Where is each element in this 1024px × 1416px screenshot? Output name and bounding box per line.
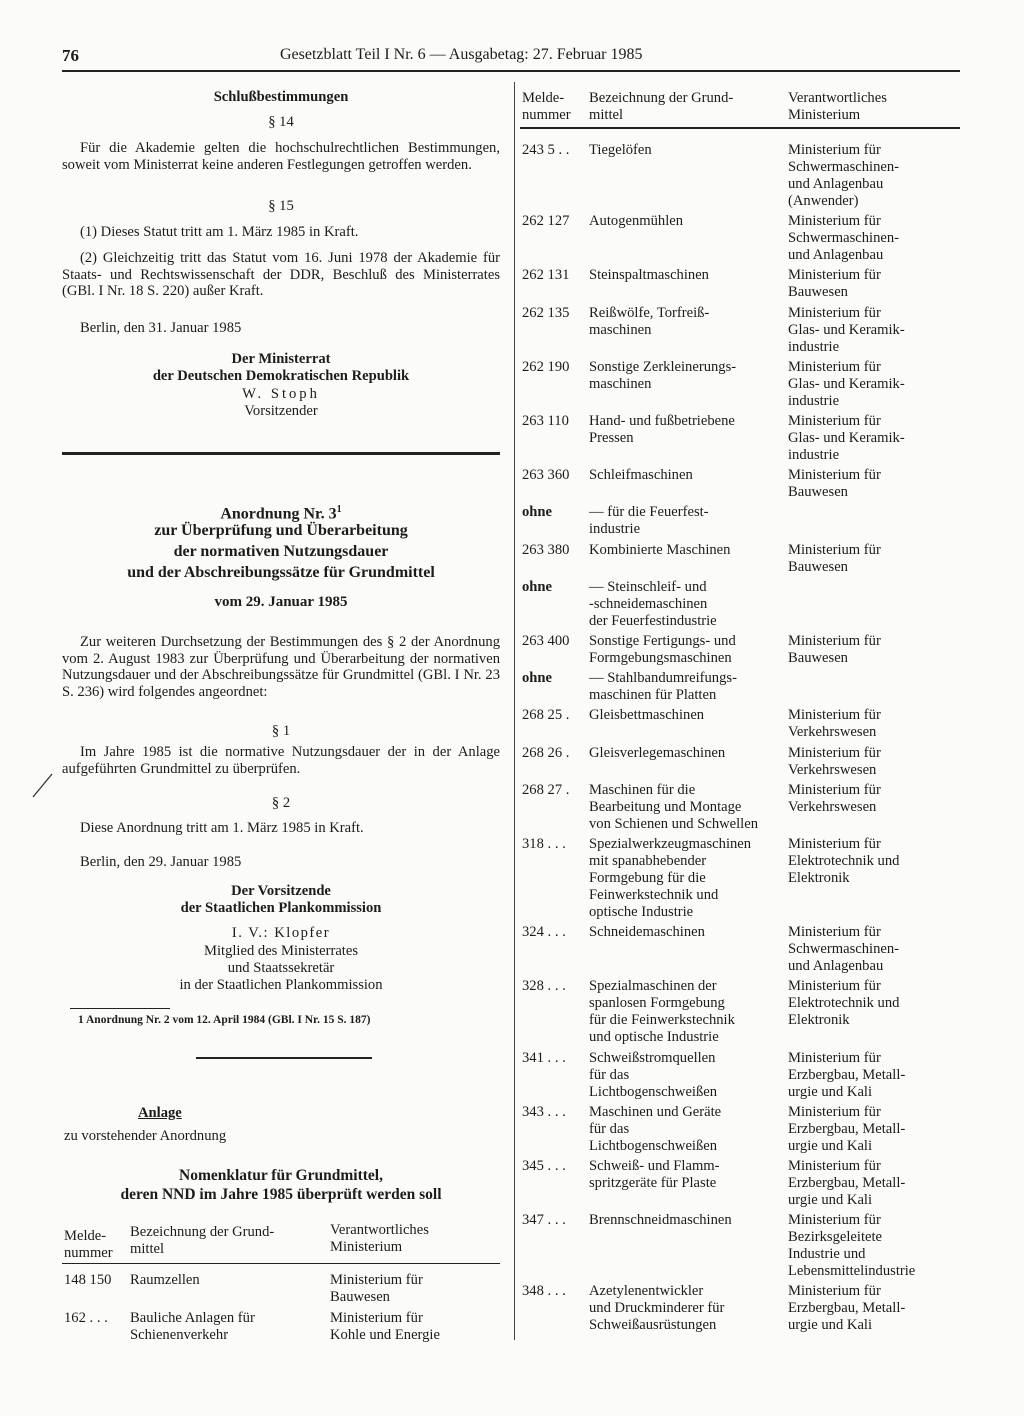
row-description-line: Azetylenentwickler bbox=[589, 1283, 704, 1300]
row-ministry-line: Ministerium für bbox=[788, 541, 881, 558]
section-1-text: Im Jahre 1985 ist die normative Nutzungsdauer der in der Anlage aufgeführten Grundmittel zu überprüfen. bbox=[62, 744, 500, 777]
row-description-line: Raumzellen bbox=[130, 1272, 200, 1288]
row-number-line: ohne bbox=[522, 578, 553, 595]
section-2-heading: § 2 bbox=[271, 795, 291, 811]
row-description-line: Maschinen und Geräte bbox=[589, 1103, 722, 1120]
row-number-line: 345 . . . bbox=[522, 1158, 566, 1174]
row-description-line: Pressen bbox=[589, 430, 634, 446]
row-ministry-line: Ministerium für bbox=[788, 1103, 881, 1120]
row-ministry bbox=[788, 633, 881, 667]
row-number bbox=[522, 745, 569, 762]
right-table-header-description bbox=[589, 90, 733, 124]
row-ministry bbox=[788, 142, 899, 210]
row-ministry bbox=[788, 542, 881, 576]
row-number bbox=[522, 782, 569, 799]
row-description-line: Steinspaltmaschinen bbox=[589, 267, 709, 284]
row-ministry bbox=[788, 1158, 905, 1209]
row-description bbox=[130, 1310, 255, 1344]
row-number bbox=[522, 542, 569, 559]
row-description-line: Sonstige Zerkleinerungs- bbox=[589, 358, 737, 375]
row-description bbox=[589, 359, 736, 393]
row-number-line: 148 150 bbox=[64, 1272, 112, 1288]
row-description-line: und optische Industrie bbox=[589, 1029, 719, 1046]
row-description-line: für das bbox=[589, 1120, 630, 1137]
annex-sublabel: zu vorstehender Anordnung bbox=[64, 1128, 227, 1144]
order-signer-org-2: der Staatlichen Plankommission bbox=[180, 900, 382, 916]
row-description bbox=[589, 1283, 724, 1334]
row-ministry-line: Glas- und Keramik- bbox=[788, 321, 905, 338]
row-ministry-line: Ministerium für bbox=[788, 836, 881, 852]
order-signer-role-3: in der Staatlichen Plankommission bbox=[179, 977, 383, 993]
row-ministry bbox=[788, 1212, 915, 1280]
row-ministry-line: Ministerium für bbox=[788, 978, 881, 995]
row-description bbox=[589, 670, 737, 704]
row-ministry bbox=[788, 267, 881, 301]
row-description-line: Schleifmaschinen bbox=[589, 467, 693, 484]
order-title-line-4: und der Abschreibungssätze für Grundmittel bbox=[127, 564, 435, 581]
order-signer-role-2: und Staatssekretär bbox=[227, 960, 335, 976]
row-number bbox=[522, 924, 566, 941]
row-ministry-line: Schwermaschinen- bbox=[788, 159, 900, 175]
row-ministry-line: Ministerium für bbox=[788, 358, 881, 375]
row-description bbox=[589, 1104, 721, 1155]
order-title-footnote-mark: 1 bbox=[336, 504, 342, 515]
header-rule bbox=[62, 70, 960, 72]
annex-title-line-2: deren NND im Jahre 1985 überprüft werden soll bbox=[120, 1186, 442, 1203]
header-text: Verantwortliches bbox=[330, 1222, 429, 1238]
row-description-line: für das bbox=[589, 1066, 630, 1083]
row-ministry-line: Elektronik bbox=[788, 1012, 850, 1029]
row-number-line: 263 400 bbox=[522, 633, 570, 649]
row-description bbox=[589, 836, 751, 921]
row-description bbox=[589, 707, 704, 724]
row-description-line: mit spanabhebender bbox=[589, 853, 707, 869]
header-text: Melde- bbox=[522, 90, 565, 106]
row-description-line: Spezialmaschinen der bbox=[589, 978, 717, 995]
row-ministry bbox=[330, 1272, 423, 1306]
order-place-date: Berlin, den 29. Januar 1985 bbox=[80, 854, 242, 870]
header-text: Melde- bbox=[64, 1228, 107, 1244]
left-table-header-number bbox=[64, 1228, 113, 1262]
row-number bbox=[522, 670, 552, 687]
final-provisions-heading: Schlußbestimmungen bbox=[213, 89, 349, 105]
row-ministry-line: Erzbergbau, Metall- bbox=[788, 1300, 906, 1317]
row-ministry-line: Elektrotechnik und bbox=[788, 995, 900, 1012]
row-number-line: 262 190 bbox=[522, 358, 570, 375]
order-signer-org-1: Der Vorsitzende bbox=[231, 883, 331, 899]
row-ministry-line: Glas- und Keramik- bbox=[788, 375, 905, 392]
row-ministry-line: Industrie und bbox=[788, 1246, 866, 1263]
row-ministry bbox=[788, 359, 905, 410]
row-description bbox=[130, 1272, 200, 1289]
row-ministry-line: Verkehrswesen bbox=[788, 761, 877, 778]
row-description-line: Autogenmühlen bbox=[589, 213, 684, 230]
row-ministry-line: industrie bbox=[788, 338, 840, 355]
row-ministry bbox=[788, 836, 899, 887]
order-signer-role-1: Mitglied des Ministerrates bbox=[203, 943, 359, 959]
row-ministry-line: Schwermaschinen- bbox=[788, 230, 900, 247]
header-text: nummer bbox=[64, 1245, 113, 1261]
left-table-header-rule bbox=[62, 1263, 500, 1264]
row-description bbox=[589, 978, 735, 1046]
annex-title-line-1: Nomenklatur für Grundmittel, bbox=[179, 1167, 383, 1184]
row-ministry bbox=[330, 1310, 440, 1344]
row-number bbox=[522, 1283, 566, 1300]
margin-pen-mark bbox=[30, 772, 54, 800]
row-ministry-line: Glas- und Keramik- bbox=[788, 430, 905, 446]
row-number bbox=[64, 1310, 108, 1327]
row-description-line: Schneidemaschinen bbox=[589, 924, 705, 941]
row-ministry-line: Ministerium für bbox=[788, 1049, 881, 1066]
right-table-header-ministry bbox=[788, 90, 887, 124]
row-description-line: Brennschneidmaschinen bbox=[589, 1212, 732, 1229]
row-number-line: 347 . . . bbox=[522, 1212, 566, 1229]
row-number-line: ohne bbox=[522, 504, 553, 521]
row-ministry-line: Ministerium für bbox=[788, 633, 881, 649]
row-number bbox=[522, 633, 569, 650]
row-ministry bbox=[788, 467, 881, 501]
row-number bbox=[522, 978, 566, 995]
row-description bbox=[589, 782, 758, 833]
row-number-line: 268 26 . bbox=[522, 744, 570, 761]
annex-label: Anlage bbox=[138, 1105, 182, 1121]
row-ministry-line: Ministerium für bbox=[788, 213, 881, 230]
section-14-heading: § 14 bbox=[268, 114, 294, 130]
row-description bbox=[589, 579, 717, 630]
annex-separator-rule bbox=[196, 1057, 372, 1059]
row-ministry bbox=[788, 1104, 905, 1155]
row-ministry-line: Bauwesen bbox=[788, 484, 848, 501]
right-table-header-number bbox=[522, 90, 571, 124]
signer-org-line-2: der Deutschen Demokratischen Republik bbox=[152, 368, 410, 384]
footnote-rule bbox=[70, 1008, 170, 1009]
header-text: Bezeichnung der Grund- bbox=[589, 90, 734, 106]
row-ministry-line: Elektrotechnik und bbox=[788, 853, 900, 869]
row-description-line: — Stahlbandumreifungs- bbox=[589, 670, 737, 687]
row-number-line: 348 . . . bbox=[522, 1283, 566, 1300]
row-description bbox=[589, 413, 735, 447]
row-description-line: und Druckminderer für bbox=[589, 1300, 725, 1317]
order-date: vom 29. Januar 1985 bbox=[214, 594, 348, 610]
row-ministry-line: Bauwesen bbox=[788, 558, 848, 575]
row-number bbox=[522, 504, 552, 521]
row-number-line: 318 . . . bbox=[522, 836, 566, 852]
row-ministry-line: Ministerium für bbox=[330, 1272, 423, 1288]
header-text: mittel bbox=[130, 1241, 165, 1257]
row-ministry bbox=[788, 978, 899, 1029]
row-number bbox=[522, 213, 569, 230]
row-description-line: -schneidemaschinen bbox=[589, 595, 708, 612]
section-separator-rule bbox=[62, 452, 500, 455]
row-description-line: Schweiß- und Flamm- bbox=[589, 1158, 720, 1174]
left-table-header-description bbox=[130, 1224, 274, 1258]
row-number bbox=[64, 1272, 111, 1289]
row-number bbox=[522, 1158, 566, 1175]
row-ministry-line: Elektronik bbox=[788, 870, 850, 886]
row-number bbox=[522, 1050, 566, 1067]
signer-org-line-1: Der Ministerrat bbox=[231, 351, 331, 367]
statute-place-date: Berlin, den 31. Januar 1985 bbox=[80, 320, 242, 336]
section-15-para-2: (2) Gleichzeitig tritt das Statut vom 16. Juni 1978 der Akademie für Staats- und Rechtswissenschaft der DDR, Beschluß des Ministerrates (GBl. I Nr. 18 S. 220) außer Kraft. bbox=[62, 250, 500, 300]
row-ministry-line: Ministerium für bbox=[788, 1283, 881, 1300]
row-number bbox=[522, 1104, 566, 1121]
row-number bbox=[522, 359, 569, 376]
section-15-heading: § 15 bbox=[268, 198, 294, 214]
row-ministry bbox=[788, 707, 881, 741]
section-2-text: Diese Anordnung tritt am 1. März 1985 in Kraft. bbox=[80, 820, 364, 836]
order-signer-name: I. V.: Klopfer bbox=[231, 925, 331, 941]
row-description-line: Bauliche Anlagen für bbox=[130, 1310, 255, 1326]
signer-title: Vorsitzender bbox=[244, 403, 318, 419]
row-number-line: 263 110 bbox=[522, 413, 569, 429]
running-header: Gesetzblatt Teil I Nr. 6 — Ausgabetag: 27. Februar 1985 bbox=[280, 46, 643, 63]
row-description bbox=[589, 633, 736, 667]
row-number-line: 341 . . . bbox=[522, 1049, 566, 1066]
row-ministry-line: Erzbergbau, Metall- bbox=[788, 1175, 906, 1191]
right-table-header-rule bbox=[520, 127, 960, 129]
row-ministry-line: Ministerium für bbox=[330, 1310, 423, 1326]
header-text: Ministerium bbox=[330, 1239, 403, 1255]
row-description bbox=[589, 924, 705, 941]
row-description-line: Bearbeitung und Montage bbox=[589, 798, 742, 815]
order-title-text: Anordnung Nr. 3 bbox=[220, 505, 337, 523]
row-description-line: Tiegelöfen bbox=[589, 142, 652, 158]
row-description bbox=[589, 267, 709, 284]
row-number bbox=[522, 413, 569, 430]
header-text: nummer bbox=[522, 107, 571, 123]
row-ministry-line: Ministerium für bbox=[788, 744, 881, 761]
row-ministry-line: urgie und Kali bbox=[788, 1083, 873, 1100]
row-ministry bbox=[788, 1050, 905, 1101]
row-ministry-line: Bauwesen bbox=[788, 650, 848, 666]
row-ministry-line: industrie bbox=[788, 447, 840, 463]
row-ministry bbox=[788, 782, 881, 816]
row-description-line: der Feuerfestindustrie bbox=[589, 612, 717, 629]
left-table-header-ministry bbox=[330, 1222, 429, 1256]
row-number-line: 268 25 . bbox=[522, 707, 570, 724]
row-description bbox=[589, 467, 693, 484]
row-description bbox=[589, 213, 683, 230]
row-description bbox=[589, 305, 709, 339]
footnote: 1 Anordnung Nr. 2 vom 12. April 1984 (GBl. I Nr. 15 S. 187) bbox=[78, 1014, 371, 1026]
row-description-line: maschinen bbox=[589, 375, 652, 392]
row-description-line: für die Feinwerkstechnik bbox=[589, 1012, 735, 1029]
row-ministry-line: Ministerium für bbox=[788, 781, 881, 798]
row-ministry bbox=[788, 305, 905, 356]
row-number bbox=[522, 579, 552, 596]
row-number-line: 162 . . . bbox=[64, 1310, 108, 1326]
row-ministry-line: Schwermaschinen- bbox=[788, 941, 900, 958]
row-number-line: 324 . . . bbox=[522, 924, 566, 941]
row-ministry-line: Ministerium für bbox=[788, 924, 881, 941]
row-description-line: Kombinierte Maschinen bbox=[589, 541, 731, 558]
row-number bbox=[522, 267, 569, 284]
row-description-line: Gleisbettmaschinen bbox=[589, 707, 705, 724]
row-description bbox=[589, 142, 652, 159]
row-number bbox=[522, 707, 569, 724]
row-ministry-line: Lebensmittelindustrie bbox=[788, 1263, 916, 1280]
page-number: 76 bbox=[62, 46, 79, 65]
row-number-line: 343 . . . bbox=[522, 1103, 566, 1120]
row-description bbox=[589, 504, 709, 538]
signer-name: W. Stoph bbox=[242, 386, 320, 402]
section-14-text: Für die Akademie gelten die hochschulrechtlichen Bestimmungen, soweit vom Ministerrat keine anderen Festlegungen getroffen werden. bbox=[62, 140, 500, 173]
row-number-line: 263 360 bbox=[522, 467, 570, 484]
row-description-line: spritzgeräte für Plaste bbox=[589, 1175, 717, 1191]
row-ministry-line: Bauwesen bbox=[330, 1289, 390, 1305]
row-ministry-line: und Anlagenbau bbox=[788, 958, 884, 975]
row-ministry-line: Bauwesen bbox=[788, 284, 848, 301]
row-description-line: Spezialwerkzeugmaschinen bbox=[589, 836, 752, 852]
row-description-line: Formgebung für die bbox=[589, 870, 706, 886]
row-ministry-line: Ministerium für bbox=[788, 267, 881, 284]
row-ministry-line: Ministerium für bbox=[788, 1212, 881, 1229]
row-number-line: 262 127 bbox=[522, 213, 570, 230]
row-description-line: Feinwerkstechnik und bbox=[589, 887, 719, 903]
row-ministry-line: industrie bbox=[788, 392, 840, 409]
row-ministry-line: Verkehrswesen bbox=[788, 724, 877, 741]
row-ministry-line: urgie und Kali bbox=[788, 1317, 873, 1334]
row-ministry bbox=[788, 413, 905, 464]
row-ministry-line: Erzbergbau, Metall- bbox=[788, 1120, 906, 1137]
row-description bbox=[589, 1158, 720, 1192]
row-ministry-line: Ministerium für bbox=[788, 1158, 881, 1174]
row-description-line: von Schienen und Schwellen bbox=[589, 815, 759, 832]
row-ministry-line: Bezirksgeleitete bbox=[788, 1229, 883, 1246]
row-number-line: 262 135 bbox=[522, 304, 570, 321]
row-description-line: Formgebungsmaschinen bbox=[589, 650, 732, 666]
row-number bbox=[522, 305, 569, 322]
row-ministry bbox=[788, 924, 899, 975]
row-description-line: industrie bbox=[589, 521, 641, 538]
row-ministry-line: Ministerium für bbox=[788, 413, 881, 429]
row-description-line: Schienenverkehr bbox=[130, 1327, 229, 1343]
row-number-line: 268 27 . bbox=[522, 781, 570, 798]
row-description-line: Hand- und fußbetriebene bbox=[589, 413, 735, 429]
row-ministry-line: urgie und Kali bbox=[788, 1192, 873, 1208]
row-number-line: 263 380 bbox=[522, 541, 570, 558]
header-text: Bezeichnung der Grund- bbox=[130, 1224, 275, 1240]
row-number-line: 262 131 bbox=[522, 267, 570, 284]
row-ministry-line: und Anlagenbau bbox=[788, 247, 884, 264]
row-description-line: spanlosen Formgebung bbox=[589, 995, 725, 1012]
row-description-line: — Steinschleif- und bbox=[589, 578, 707, 595]
row-description-line: Gleisverlegemaschinen bbox=[589, 744, 726, 761]
row-description-line: maschinen für Platten bbox=[589, 687, 717, 704]
row-number-line: ohne bbox=[522, 670, 553, 687]
order-title-line-2: zur Überprüfung und Überarbeitung bbox=[154, 522, 408, 539]
row-description bbox=[589, 1050, 717, 1101]
row-ministry-line: Verkehrswesen bbox=[788, 798, 877, 815]
row-ministry-line: (Anwender) bbox=[788, 193, 859, 209]
row-ministry-line: Kohle und Energie bbox=[330, 1327, 440, 1343]
row-ministry bbox=[788, 213, 899, 264]
header-text: Ministerium bbox=[788, 107, 861, 123]
row-ministry bbox=[788, 745, 881, 779]
section-15-para-1: (1) Dieses Statut tritt am 1. März 1985 in Kraft. bbox=[80, 224, 359, 240]
header-text: Verantwortliches bbox=[788, 90, 887, 106]
order-title-line-3: der normativen Nutzungsdauer bbox=[173, 543, 389, 560]
row-number-line: 328 . . . bbox=[522, 978, 566, 995]
row-ministry-line: und Anlagenbau bbox=[788, 176, 884, 192]
row-description-line: Lichtbogenschweißen bbox=[589, 1137, 718, 1154]
column-divider bbox=[514, 82, 515, 1340]
header-text: mittel bbox=[589, 107, 624, 123]
row-number bbox=[522, 142, 569, 159]
row-description-line: optische Industrie bbox=[589, 904, 694, 920]
row-description bbox=[589, 745, 725, 762]
row-ministry-line: Ministerium für bbox=[788, 707, 881, 724]
section-1-heading: § 1 bbox=[271, 723, 291, 739]
row-number bbox=[522, 1212, 566, 1229]
row-ministry-line: Ministerium für bbox=[788, 304, 881, 321]
row-ministry-line: Ministerium für bbox=[788, 142, 881, 158]
row-ministry bbox=[788, 1283, 905, 1334]
row-ministry-line: urgie und Kali bbox=[788, 1137, 873, 1154]
row-number-line: 243 5 . . bbox=[522, 142, 570, 158]
row-description bbox=[589, 1212, 732, 1229]
row-description-line: Schweißstromquellen bbox=[589, 1049, 716, 1066]
row-description-line: maschinen bbox=[589, 321, 652, 338]
row-number bbox=[522, 836, 566, 853]
row-description-line: Sonstige Fertigungs- und bbox=[589, 633, 736, 649]
row-ministry-line: Erzbergbau, Metall- bbox=[788, 1066, 906, 1083]
row-description-line: — für die Feuerfest- bbox=[589, 504, 709, 521]
row-description bbox=[589, 542, 730, 559]
row-description-line: Reißwölfe, Torfreiß- bbox=[589, 304, 710, 321]
row-description-line: Lichtbogenschweißen bbox=[589, 1083, 718, 1100]
row-ministry-line: Ministerium für bbox=[788, 467, 881, 484]
order-intro: Zur weiteren Durchsetzung der Bestimmungen des § 2 der Anordnung vom 2. August 1983 zur Überprüfung und Überarbeitung der normativen Nutzungsdauer und der Abschreibungssätze für Grundmittel (GBl. I Nr. 23 S. 236) wird folgendes angeordnet: bbox=[62, 634, 500, 700]
row-number bbox=[522, 467, 569, 484]
row-description-line: Maschinen für die bbox=[589, 781, 696, 798]
row-description-line: Schweißausrüstungen bbox=[589, 1317, 717, 1334]
